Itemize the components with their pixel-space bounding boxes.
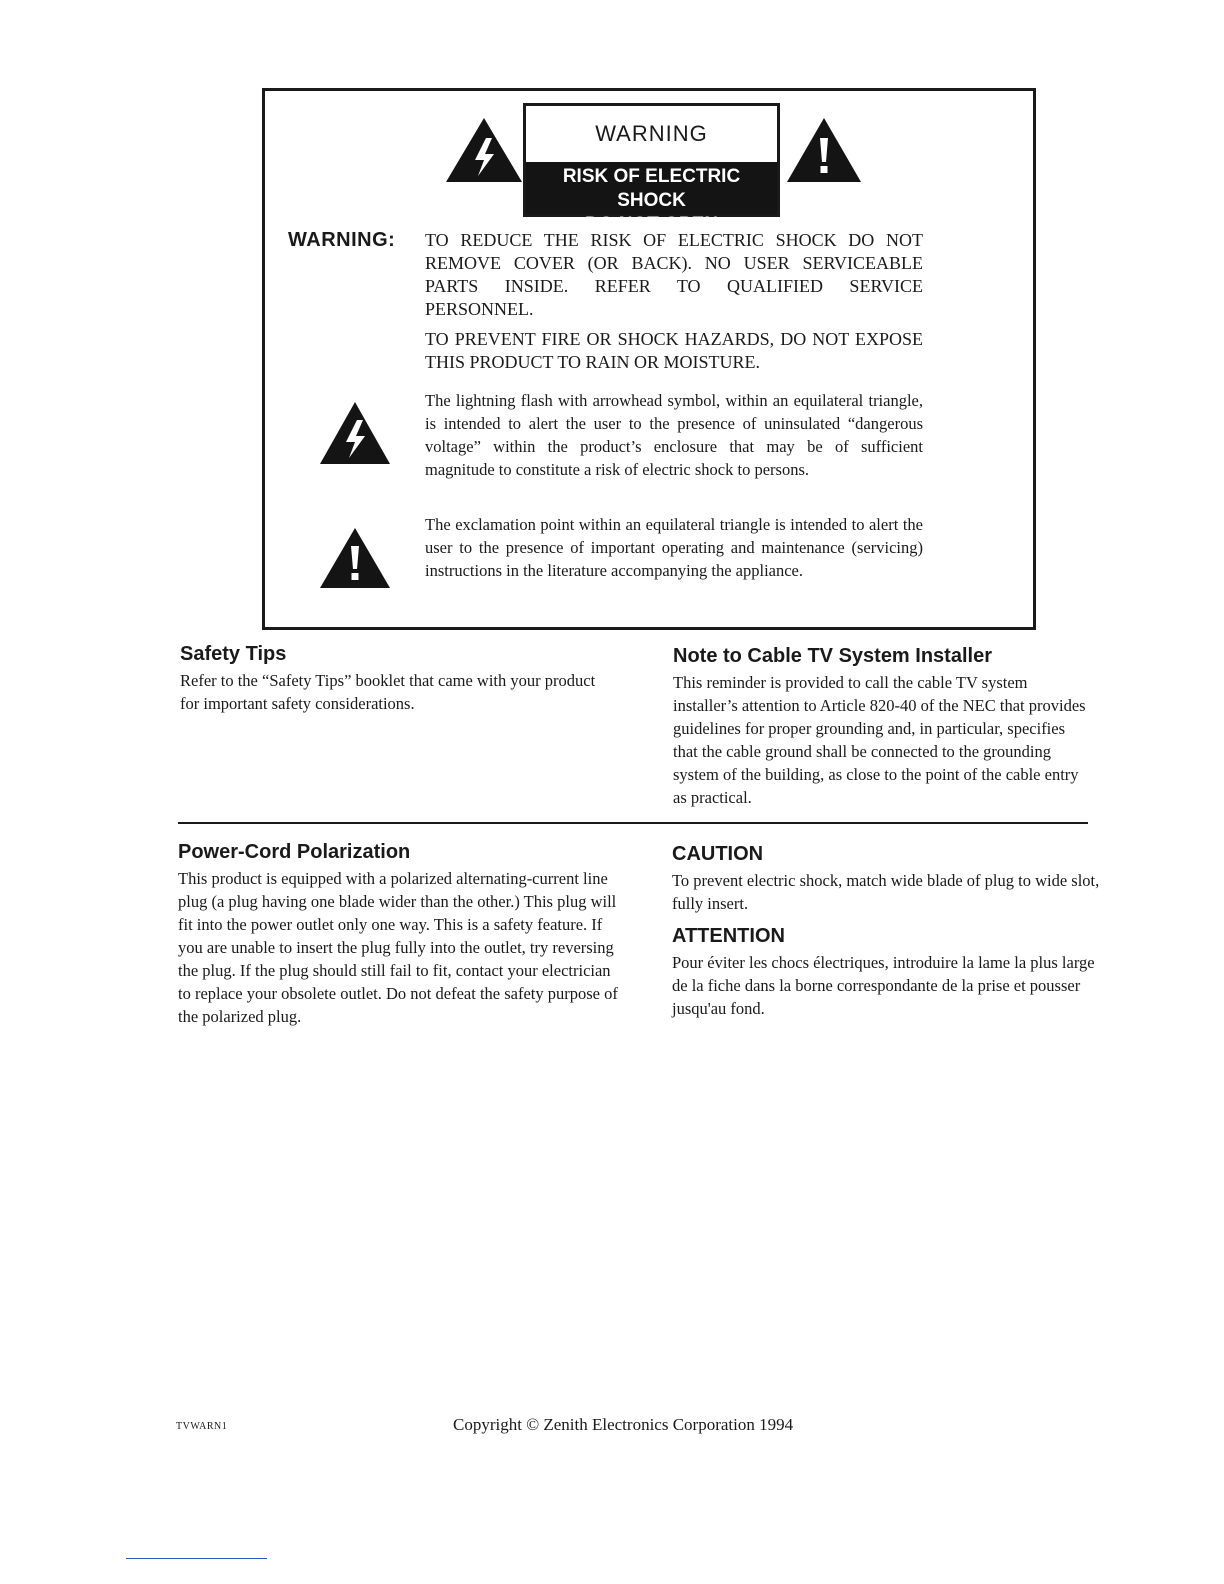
exclamation-symbol-explanation: The exclamation point within an equilateral triangle is intended to alert the user to the presence of important operating and maintenance (servicing) instructions in the literature accompanying the appliance. xyxy=(425,515,923,580)
polarization-text: This product is equipped with a polarized alternating-current line plug (a plug having one blade wider than the other.) This plug will fit into the power outlet only one way. This is a safety feature. If you are unable to insert the plug fully into the outlet, try reversing the plug. If the plug should still fail to fit, contact your electrician to replace your obsolete outlet. Do not defeat the safety purpose of the polarized plug. xyxy=(178,869,618,1026)
polarization-heading: Power-Cord Polarization xyxy=(178,841,411,863)
copyright-notice: Copyright © Zenith Electronics Corporation 1994 xyxy=(453,1415,794,1434)
caution-text: To prevent electric shock, match wide blade of plug to wide slot, fully insert. xyxy=(672,871,1100,913)
exclamation-triangle-icon xyxy=(318,526,392,590)
bottom-rule xyxy=(126,1558,267,1559)
attention-heading: ATTENTION xyxy=(672,925,785,947)
warning-panel xyxy=(523,103,780,235)
warning-panel-banner xyxy=(526,162,777,235)
warning-paragraph-2: TO PREVENT FIRE OR SHOCK HAZARDS, DO NOT EXPOSE THIS PRODUCT TO RAIN OR MOISTURE. xyxy=(425,329,923,372)
safety-tips-text: Refer to the “Safety Tips” booklet that came with your product for important safety considerations. xyxy=(180,671,596,713)
warning-panel-title: WARNING xyxy=(595,121,708,146)
caution-heading: CAUTION xyxy=(672,843,764,865)
document-code: TVWARN1 xyxy=(176,1421,228,1432)
lightning-triangle-icon xyxy=(444,116,524,184)
warning-label: WARNING: xyxy=(288,229,396,251)
warning-panel-line1: RISK OF ELECTRIC SHOCK xyxy=(562,166,741,211)
cable-note-heading: Note to Cable TV System Installer xyxy=(673,645,992,667)
warning-panel-line2: DO NOT OPEN xyxy=(584,214,718,235)
cable-note-text: This reminder is provided to call the cable TV system installer’s attention to Article 820-40 of the NEC that provides guidelines for proper grounding and, in particular, specifies that the cable ground shall be connected to the grounding system of the building, as close to the point of the cable entry as practical. xyxy=(673,673,1086,807)
warning-paragraph-1: TO REDUCE THE RISK OF ELECTRIC SHOCK DO NOT REMOVE COVER (OR BACK). NO USER SERVICEABLE PARTS INSIDE. REFER TO QUALIFIED SERVICE PERSONNEL. xyxy=(425,230,923,319)
safety-tips-heading: Safety Tips xyxy=(180,643,287,665)
attention-text: Pour éviter les chocs électriques, introduire la lame la plus large de la fiche dans la borne correspondante de la prise et pousser jusqu'au fond. xyxy=(672,953,1095,1018)
section-divider xyxy=(178,822,1088,824)
lightning-triangle-icon xyxy=(318,400,392,466)
lightning-symbol-explanation: The lightning flash with arrowhead symbol, within an equilateral triangle, is intended to alert the user to the presence of uninsulated “dangerous voltage” within the product’s enclosure that may be of sufficient magnitude to constitute a risk of electric shock to persons. xyxy=(425,391,923,479)
exclamation-triangle-icon xyxy=(785,116,863,184)
